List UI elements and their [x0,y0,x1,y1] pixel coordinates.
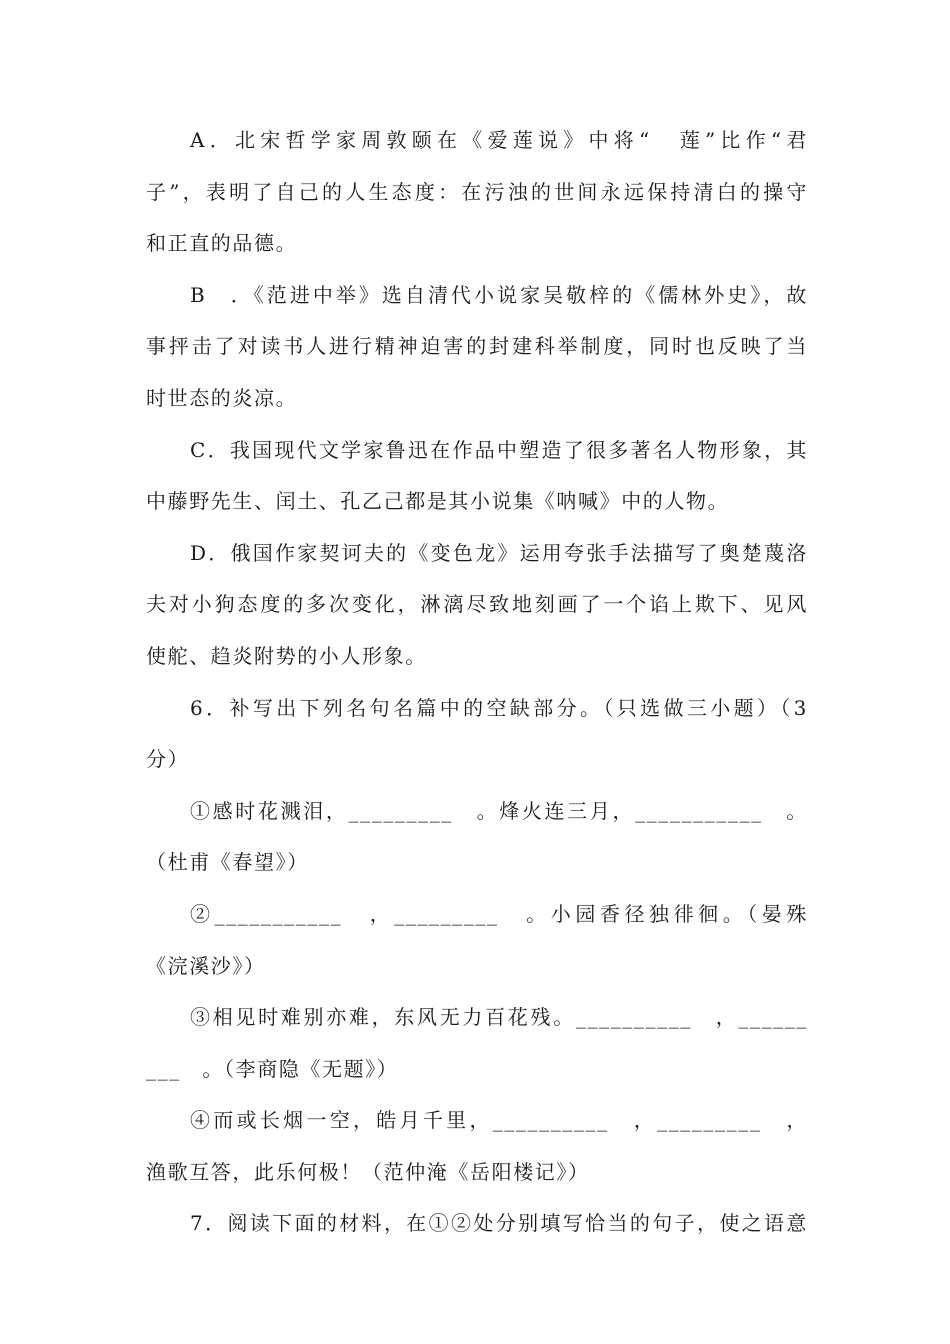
option-d-line-1: D．俄国作家契诃夫的《变色龙》运用夸张手法描写了奥楚蔑洛 [190,540,808,565]
question-7-line-1: 7．阅读下面的材料，在①②处分别填写恰当的句子，使之语意 [190,1211,808,1236]
option-c-line-1: C．我国现代文学家鲁迅在作品中塑造了很多著名人物形象，其 [190,437,808,462]
option-d-line-2: 夫对小狗态度的多次变化，淋漓尽致地刻画了一个谄上欺下、见风 [146,592,808,617]
option-a-line-1: A．北宋哲学家周敦颐在《爱莲说》中将“ 莲”比作“君 [190,128,808,152]
option-c-line-2: 中藤野先生、闰土、孔乙己都是其小说集《呐喊》中的人物。 [146,489,730,514]
fill-item-2-line-2: 《浣溪沙》） [146,953,266,978]
option-d-line-3: 使舵、趋炎附势的小人形象。 [146,643,427,668]
fill-item-1-line-2: （杜甫《春望》） [146,850,309,875]
fill-item-3-line-1: ③相见时难别亦难，东风无力百花残。__________ ，______ [190,1005,808,1030]
question-6-line-1: 6．补写出下列名句名篇中的空缺部分。（只选做三小题）（3 [190,695,808,720]
option-a-line-2: 子”，表明了自己的人生态度：在污浊的世间永远保持清白的操守 [146,179,808,204]
option-a-line-3: 和正直的品德。 [146,231,298,256]
option-b-line-3: 时世态的炎凉。 [146,385,298,410]
fill-item-4-line-1: ④而或长烟一空，皓月千里，__________ ，_________ ， [190,1108,808,1133]
fill-item-4-line-2: 渔歌互答，此乐何极！（范仲淹《岳阳楼记》） [146,1159,590,1184]
fill-item-3-line-2: ___ 。（李商隐《无题》） [146,1056,399,1081]
option-b-line-2: 事抨击了对读书人进行精神迫害的封建科举制度，同时也反映了当 [146,334,808,359]
document-page [146,127,808,1262]
fill-item-2-line-1: ②___________ ，_________ 。小园香径独徘徊。（晏殊 [190,901,808,926]
question-6-line-2: 分） [146,747,190,772]
option-b-line-1: B ．《范进中举》选自清代小说家吴敬梓的《儒林外史》，故 [190,282,808,307]
fill-item-1-line-1: ①感时花溅泪，_________ 。烽火连三月，___________ 。 [190,798,808,823]
